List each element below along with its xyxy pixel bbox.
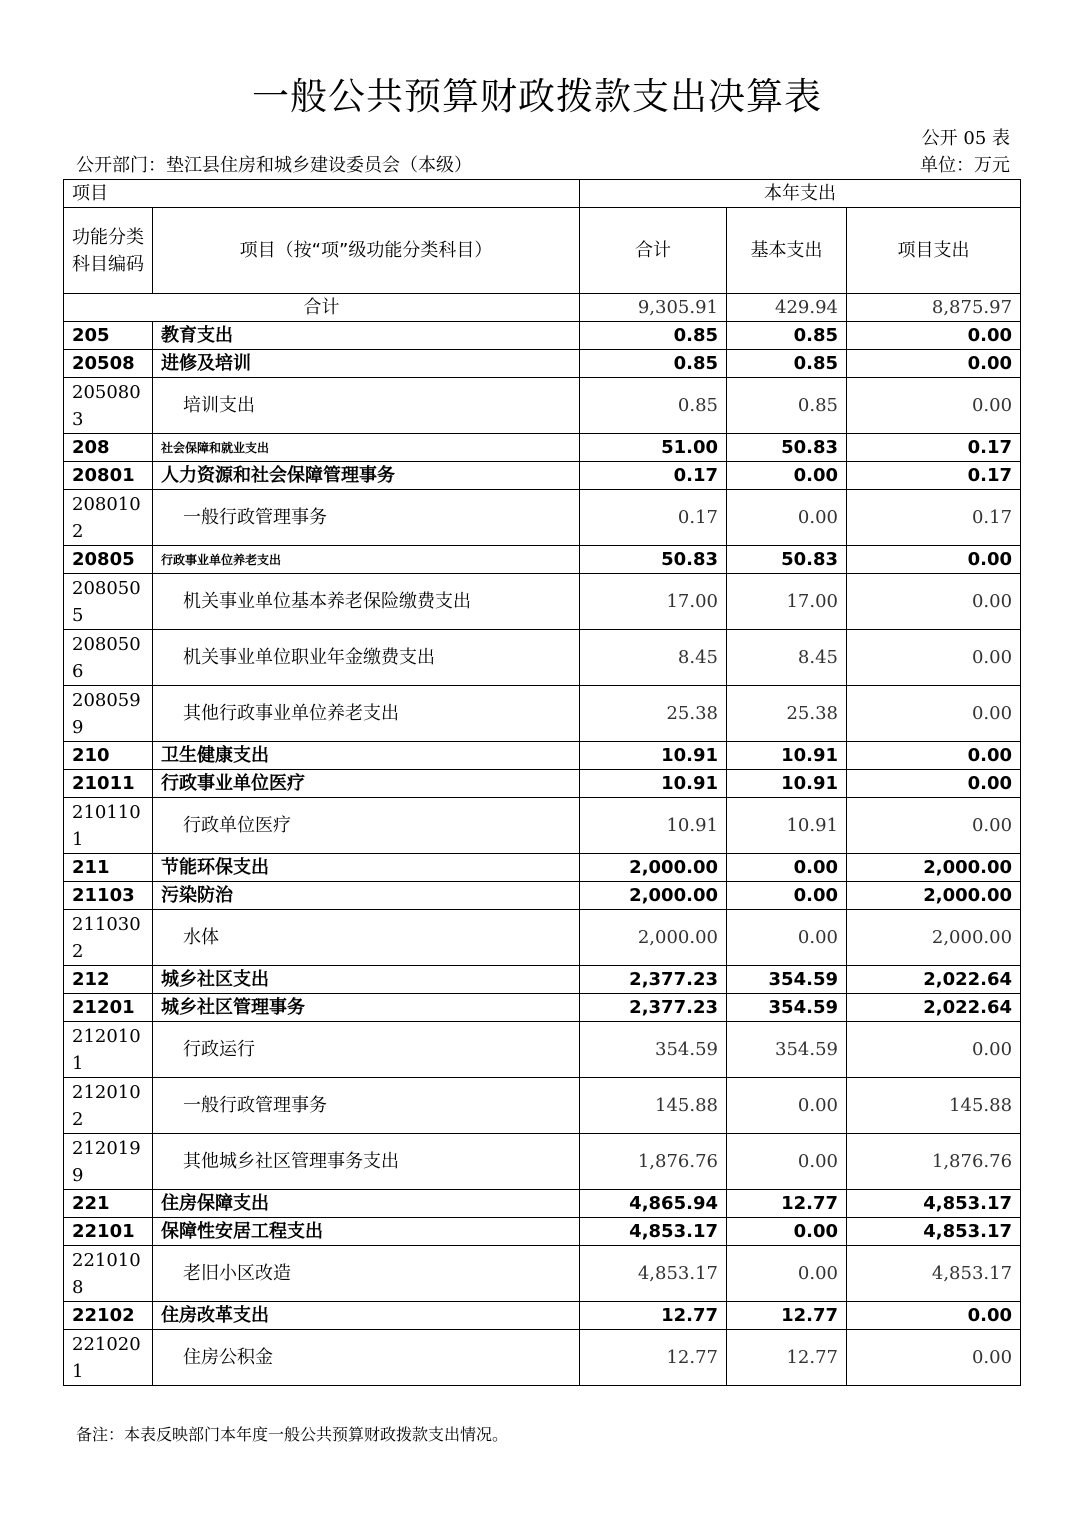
unit-label: 单位：万元 [920, 155, 1010, 176]
row-total: 10.91 [580, 742, 727, 770]
header-row-2 [64, 208, 1021, 294]
header-basic: 基本支出 [727, 208, 847, 294]
row-code: 2050803 [64, 378, 153, 434]
row-name: 节能环保支出 [153, 854, 580, 882]
row-basic: 0.00 [727, 490, 847, 546]
row-basic: 50.83 [727, 546, 847, 574]
table-row [64, 1078, 1021, 1134]
row-total: 2,000.00 [580, 854, 727, 882]
row-name: 一般行政管理事务 [153, 490, 580, 546]
table-row [64, 630, 1021, 686]
row-basic: 12.77 [727, 1302, 847, 1330]
table-row [64, 574, 1021, 630]
row-total: 4,853.17 [580, 1246, 727, 1302]
total-label: 合计 [64, 294, 580, 322]
row-total: 12.77 [580, 1302, 727, 1330]
row-basic: 25.38 [727, 686, 847, 742]
row-code: 2101101 [64, 798, 153, 854]
row-total: 2,000.00 [580, 910, 727, 966]
table-row [64, 854, 1021, 882]
row-name: 教育支出 [153, 322, 580, 350]
row-project: 2,022.64 [847, 966, 1021, 994]
row-code: 221 [64, 1190, 153, 1218]
row-project: 0.00 [847, 742, 1021, 770]
row-basic: 0.00 [727, 1246, 847, 1302]
row-basic: 0.00 [727, 854, 847, 882]
row-code: 210 [64, 742, 153, 770]
row-name: 机关事业单位职业年金缴费支出 [153, 630, 580, 686]
row-basic: 0.85 [727, 322, 847, 350]
table-row [64, 1218, 1021, 1246]
row-total: 0.85 [580, 378, 727, 434]
table-row [64, 742, 1021, 770]
row-basic: 17.00 [727, 574, 847, 630]
table-row [64, 686, 1021, 742]
table-row [64, 994, 1021, 1022]
header-current-year: 本年支出 [580, 180, 1021, 208]
row-code: 2120199 [64, 1134, 153, 1190]
row-basic: 8.45 [727, 630, 847, 686]
row-name: 机关事业单位基本养老保险缴费支出 [153, 574, 580, 630]
total-basic: 429.94 [727, 294, 847, 322]
row-total: 4,865.94 [580, 1190, 727, 1218]
row-name: 住房公积金 [153, 1330, 580, 1386]
row-basic: 354.59 [727, 994, 847, 1022]
row-name: 水体 [153, 910, 580, 966]
row-total: 17.00 [580, 574, 727, 630]
row-project: 4,853.17 [847, 1190, 1021, 1218]
table-row [64, 546, 1021, 574]
row-name: 城乡社区支出 [153, 966, 580, 994]
header-project: 项目 [64, 180, 580, 208]
row-name: 卫生健康支出 [153, 742, 580, 770]
row-basic: 12.77 [727, 1190, 847, 1218]
row-total: 0.85 [580, 322, 727, 350]
row-name: 污染防治 [153, 882, 580, 910]
total-project: 8,875.97 [847, 294, 1021, 322]
table-row [64, 322, 1021, 350]
table-row [64, 350, 1021, 378]
row-project: 0.00 [847, 686, 1021, 742]
row-total: 354.59 [580, 1022, 727, 1078]
row-basic: 12.77 [727, 1330, 847, 1386]
row-project: 2,022.64 [847, 994, 1021, 1022]
row-name: 行政单位医疗 [153, 798, 580, 854]
row-code: 2120102 [64, 1078, 153, 1134]
row-total: 2,377.23 [580, 966, 727, 994]
row-project: 0.17 [847, 462, 1021, 490]
table-body [64, 294, 1021, 1386]
row-total: 25.38 [580, 686, 727, 742]
row-code: 2210201 [64, 1330, 153, 1386]
row-total: 0.85 [580, 350, 727, 378]
table-row [64, 434, 1021, 462]
row-project: 4,853.17 [847, 1218, 1021, 1246]
row-basic: 0.00 [727, 882, 847, 910]
table-row [64, 1134, 1021, 1190]
row-project: 0.00 [847, 322, 1021, 350]
row-code: 2080505 [64, 574, 153, 630]
row-basic: 10.91 [727, 770, 847, 798]
table-row [64, 462, 1021, 490]
row-basic: 0.85 [727, 378, 847, 434]
row-basic: 50.83 [727, 434, 847, 462]
footnote: 备注：本表反映部门本年度一般公共预算财政拨款支出情况。 [76, 1425, 509, 1444]
table-row [64, 798, 1021, 854]
row-code: 2210108 [64, 1246, 153, 1302]
header-total: 合计 [580, 208, 727, 294]
row-project: 0.00 [847, 798, 1021, 854]
row-basic: 10.91 [727, 798, 847, 854]
row-name: 行政运行 [153, 1022, 580, 1078]
row-basic: 0.85 [727, 350, 847, 378]
row-name: 行政事业单位医疗 [153, 770, 580, 798]
row-basic: 0.00 [727, 910, 847, 966]
form-number: 公开 05 表 [921, 128, 1010, 149]
row-project: 0.00 [847, 546, 1021, 574]
row-code: 212 [64, 966, 153, 994]
row-total: 10.91 [580, 798, 727, 854]
header-project-exp: 项目支出 [847, 208, 1021, 294]
row-project: 0.17 [847, 434, 1021, 462]
row-total: 0.17 [580, 490, 727, 546]
row-project: 0.00 [847, 1302, 1021, 1330]
row-total: 1,876.76 [580, 1134, 727, 1190]
row-code: 205 [64, 322, 153, 350]
row-code: 22101 [64, 1218, 153, 1246]
row-project: 0.00 [847, 630, 1021, 686]
row-code: 211 [64, 854, 153, 882]
expenditure-table [63, 179, 1021, 1386]
row-code: 2080506 [64, 630, 153, 686]
row-total: 2,377.23 [580, 994, 727, 1022]
row-project: 1,876.76 [847, 1134, 1021, 1190]
row-basic: 0.00 [727, 1134, 847, 1190]
table-row [64, 882, 1021, 910]
row-name: 培训支出 [153, 378, 580, 434]
table-row [64, 490, 1021, 546]
row-code: 22102 [64, 1302, 153, 1330]
page-title: 一般公共预算财政拨款支出决算表 [252, 75, 822, 118]
row-basic: 354.59 [727, 966, 847, 994]
row-code: 2110302 [64, 910, 153, 966]
table-row [64, 1246, 1021, 1302]
row-name: 住房改革支出 [153, 1302, 580, 1330]
row-code: 2080599 [64, 686, 153, 742]
row-name: 其他城乡社区管理事务支出 [153, 1134, 580, 1190]
row-code: 20805 [64, 546, 153, 574]
row-name: 行政事业单位养老支出 [153, 546, 580, 574]
row-name: 人力资源和社会保障管理事务 [153, 462, 580, 490]
row-project: 0.00 [847, 1330, 1021, 1386]
row-project: 4,853.17 [847, 1246, 1021, 1302]
table-row [64, 1190, 1021, 1218]
row-project: 2,000.00 [847, 910, 1021, 966]
row-basic: 10.91 [727, 742, 847, 770]
row-basic: 0.00 [727, 1218, 847, 1246]
row-name: 进修及培训 [153, 350, 580, 378]
row-project: 0.00 [847, 378, 1021, 434]
department-label: 公开部门：垫江县住房和城乡建设委员会（本级） [76, 155, 472, 176]
row-project: 0.00 [847, 1022, 1021, 1078]
row-code: 2120101 [64, 1022, 153, 1078]
table-row [64, 966, 1021, 994]
table-row [64, 1022, 1021, 1078]
row-total: 8.45 [580, 630, 727, 686]
row-total: 4,853.17 [580, 1218, 727, 1246]
row-total: 2,000.00 [580, 882, 727, 910]
row-project: 0.00 [847, 350, 1021, 378]
table-row [64, 1330, 1021, 1386]
row-total: 12.77 [580, 1330, 727, 1386]
header-item: 项目（按“项”级功能分类科目） [153, 208, 580, 294]
row-code: 21201 [64, 994, 153, 1022]
row-code: 20801 [64, 462, 153, 490]
row-basic: 0.00 [727, 462, 847, 490]
row-name: 其他行政事业单位养老支出 [153, 686, 580, 742]
row-total: 145.88 [580, 1078, 727, 1134]
row-total: 51.00 [580, 434, 727, 462]
row-code: 2080102 [64, 490, 153, 546]
row-name: 住房保障支出 [153, 1190, 580, 1218]
row-name: 社会保障和就业支出 [153, 434, 580, 462]
row-basic: 0.00 [727, 1078, 847, 1134]
row-name: 老旧小区改造 [153, 1246, 580, 1302]
row-name: 保障性安居工程支出 [153, 1218, 580, 1246]
row-project: 2,000.00 [847, 854, 1021, 882]
row-total: 0.17 [580, 462, 727, 490]
row-name: 城乡社区管理事务 [153, 994, 580, 1022]
table-row [64, 1302, 1021, 1330]
row-basic: 354.59 [727, 1022, 847, 1078]
table-row [64, 770, 1021, 798]
row-project: 0.00 [847, 770, 1021, 798]
row-code: 208 [64, 434, 153, 462]
row-total: 50.83 [580, 546, 727, 574]
row-total: 10.91 [580, 770, 727, 798]
row-code: 21011 [64, 770, 153, 798]
row-project: 0.17 [847, 490, 1021, 546]
total-sum: 9,305.91 [580, 294, 727, 322]
row-project: 145.88 [847, 1078, 1021, 1134]
header-code: 功能分类科目编码 [64, 208, 153, 294]
header-row-1 [64, 180, 1021, 208]
table-row [64, 378, 1021, 434]
row-code: 20508 [64, 350, 153, 378]
row-project: 2,000.00 [847, 882, 1021, 910]
row-project: 0.00 [847, 574, 1021, 630]
row-name: 一般行政管理事务 [153, 1078, 580, 1134]
total-row [64, 294, 1021, 322]
table-row [64, 910, 1021, 966]
row-code: 21103 [64, 882, 153, 910]
